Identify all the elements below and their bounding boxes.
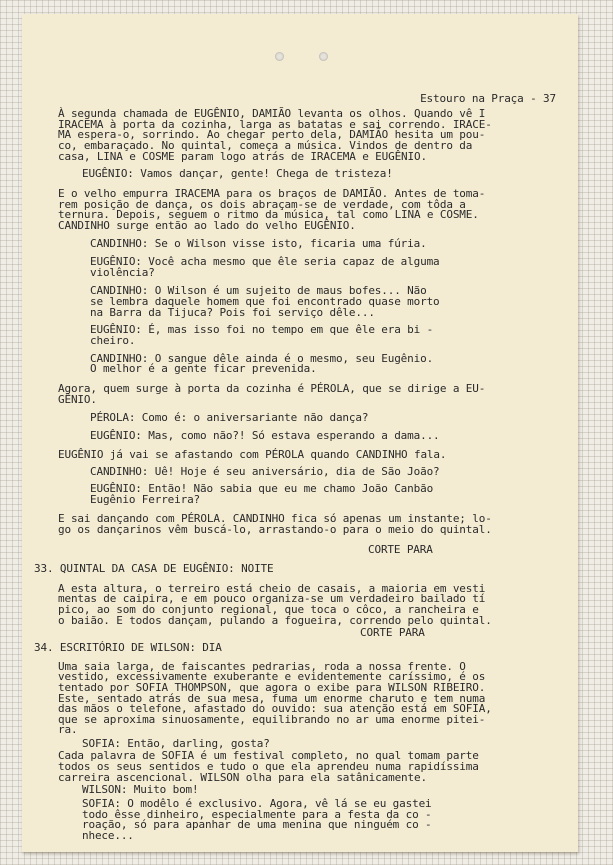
text-line: casa, LINA e COSME param logo atrás de IRACEMA e EUGÊNIO. [58, 149, 427, 163]
text-line: A esta altura, o terreiro está cheio de casais, a maioria em vesti [58, 581, 486, 595]
text-line: EUGÊNIO já vai se afastando com PÉROLA quando CANDINHO fala. [58, 447, 447, 461]
scene-heading: 33. QUINTAL DA CASA DE EUGÊNIO: NOITE [34, 562, 274, 575]
dialogue-line: se lembra daquele homem que foi encontrado quase morto [90, 295, 440, 308]
dialogue-line: SOFIA: O modêlo é exclusivo. Agora, vê lá se eu gastei [82, 797, 432, 811]
text-line: pico, ao som do conjunto regional, que toca o côco, a rancheira e [58, 602, 479, 616]
text-line: E sai dançando com PÉROLA. CANDINHO fica só apenas um instante; lo- [58, 512, 492, 526]
text-line: GÊNIO. [58, 392, 97, 406]
page-header: Estouro na Praça - 37 [420, 92, 556, 105]
dialogue-line: EUGÊNIO: Mas, como não?! Só estava esperando a dama... [90, 429, 440, 442]
dialogue-line: CANDINHO: Se o Wilson visse isto, ficaria uma fúria. [90, 237, 427, 251]
text-line: IRACEMA à porta da cozinha, larga as batatas e sai correndo. IRACE- [58, 117, 492, 131]
dialogue-line: nhece... [82, 829, 134, 842]
text-line: E o velho empurra IRACEMA para os braços de DAMIÃO. Antes de toma- [58, 186, 486, 200]
text-line: MA espera-o, sorrindo. Ao chegar perto dela, DAMIÃO hesita um pou- [58, 128, 486, 142]
dialogue-line: violência? [90, 265, 155, 279]
text-line: das mãos o telefone, afastado do ouvido: sua atenção está em SOFIA, [58, 702, 492, 716]
dialogue-line: PÉROLA: Como é: o aniversariante não dança? [90, 411, 369, 425]
scene-heading: 34. ESCRITÓRIO DE WILSON: DIA [34, 641, 222, 654]
dialogue-line: SOFIA: Então, darling, gosta? [82, 736, 270, 750]
dialogue-line: Eugênio Ferreira? [90, 492, 201, 506]
text-line: que se aproxima sinuosamente, equilibrando no ar uma enorme pitei- [58, 712, 486, 726]
text-line: ternura. Depois, seguem o ritmo da música, tal como LINA e COSME. [58, 208, 479, 222]
dialogue-line: O melhor é a gente ficar prevenida. [90, 362, 317, 376]
dialogue-line: EUGÊNIO: É, mas isso foi no tempo em que êle era bi - [90, 323, 434, 337]
text-line: vestido, excessivamente exuberante e evidentemente caríssimo, é os [58, 670, 486, 684]
dialogue-line: CANDINHO: Uê! Hoje é seu aniversário, dia de São João? [90, 464, 440, 478]
dialogue-line: CANDINHO: O sangue dêle ainda é o mesmo, seu Eugênio. [90, 351, 434, 365]
text-line: o baião. E todos dançam, pulando a fogueira, correndo pelo quintal. [58, 613, 492, 627]
dialogue-line: cheiro. [90, 334, 136, 348]
text-line: tentado por SOFIA THOMPSON, que agora o exibe para WILSON RIBEIRO. [58, 680, 486, 694]
text-line: rem posição de dança, os dois abraçam-se de verdade, com tôda a [58, 197, 466, 211]
text-line: Agora, quem surge à porta da cozinha é PÉROLA, que se dirige a EU- [58, 382, 486, 395]
text-line: mentas de caipira, e em pouco organiza-se um verdadeiro bailado tí [58, 592, 486, 606]
text-line: todos os seus sentidos e tudo o que ela aprendeu numa rapidíssima [58, 759, 479, 773]
dialogue-line: todo êsse dinheiro, especialmente para a festa da co - [82, 807, 432, 821]
typewritten-page [22, 14, 578, 852]
dialogue-line: na Barra da Tijuca? Pois foi serviço dêle... [90, 305, 375, 319]
text-line: co, embaraçado. No quintal, começa a música. Vindos de dentro da [58, 138, 473, 152]
transition-corte-para: CORTE PARA [368, 542, 433, 556]
text-line: go os dançarinos vêm buscá-lo, arrastando-o para o meio do quintal. [58, 523, 492, 536]
text-line: Uma saia larga, de faiscantes pedrarias, roda a nossa frente. O [58, 659, 466, 673]
transition-corte-para: CORTE PARA [360, 625, 425, 639]
dialogue-line: WILSON: Muito bom! [82, 782, 199, 796]
text-line: À segunda chamada de EUGÊNIO, DAMIÃO levanta os olhos. Quando vê I [58, 107, 486, 120]
punch-hole-left [275, 52, 284, 61]
text-line: Cada palavra de SOFIA é um festival completo, no qual tomam parte [58, 749, 479, 763]
dialogue-line: EUGÊNIO: Você acha mesmo que êle seria capaz de alguma [90, 255, 440, 269]
dialogue-line: CANDINHO: O Wilson é um sujeito de maus bofes... Não [90, 284, 427, 298]
text-line: Este, sentado atrás de sua mesa, fuma um enorme charuto e tem numa [58, 691, 486, 705]
text-line: ra. [58, 723, 78, 737]
text-line: CANDINHO surge então ao lado do velho EUGÊNIO. [58, 218, 356, 232]
punch-hole-right [319, 52, 328, 61]
text-line: carreira ascencional. WILSON olha para ela satânicamente. [58, 770, 427, 784]
dialogue-line: EUGÊNIO: Então! Não sabia que eu me chamo João Canbão [90, 482, 434, 496]
dialogue-line: roação, só para apanhar de uma menina que ninguém co - [82, 818, 432, 832]
dialogue-line: EUGÊNIO: Vamos dançar, gente! Chega de tristeza! [82, 167, 393, 181]
